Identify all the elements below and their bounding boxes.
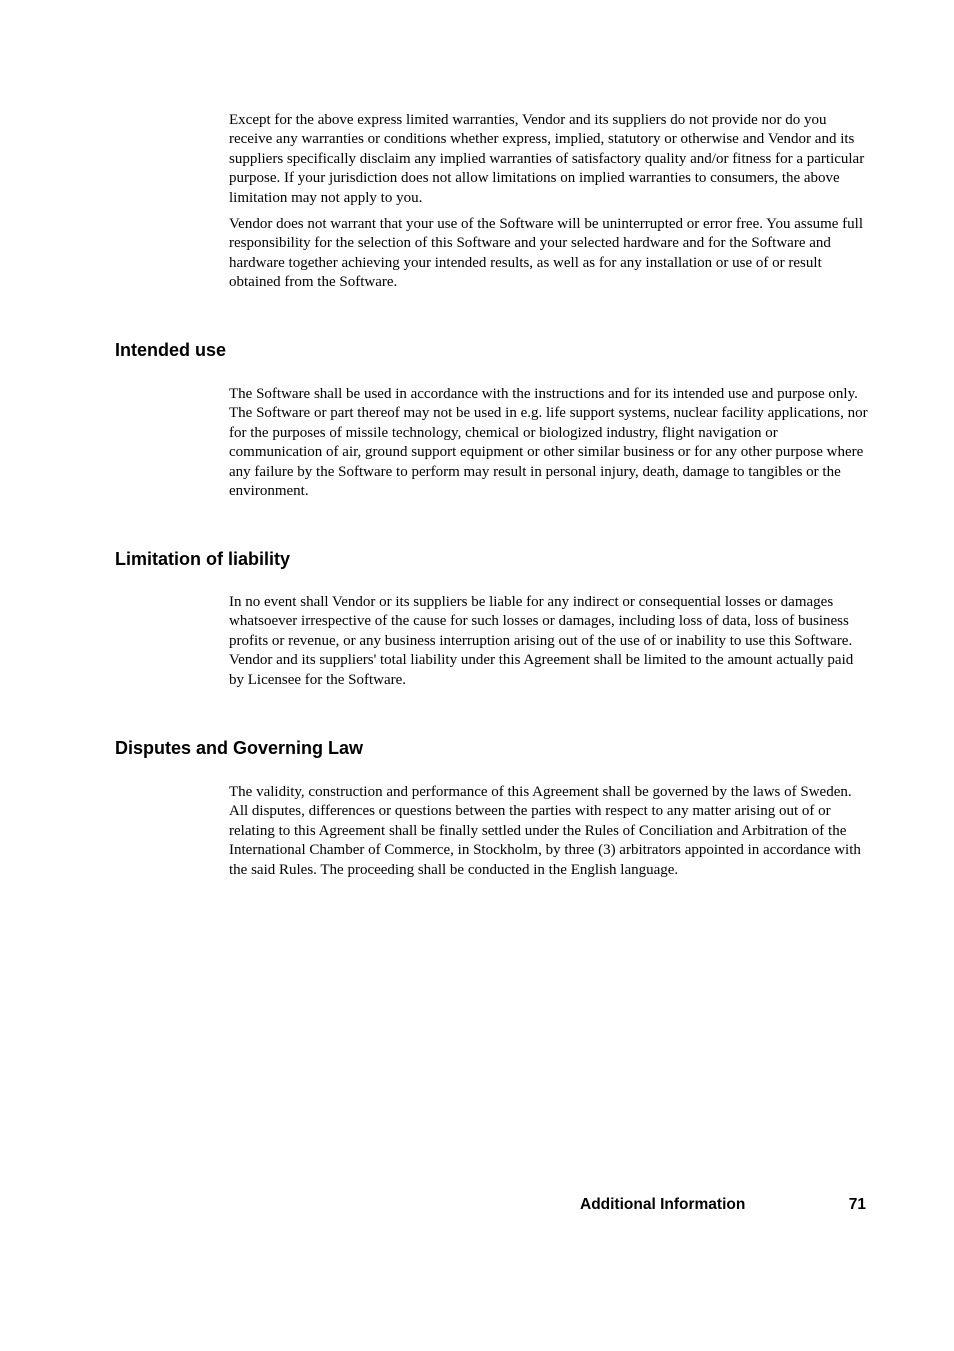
footer-section-label: Additional Information xyxy=(580,1196,746,1213)
intended-use-heading: Intended use xyxy=(115,340,227,360)
limitation-of-liability-paragraph: In no event shall Vendor or its suppliers be liable for any indirect or consequential losses or damages whatsoever irrespective of the cause for such losses or damages, including loss of data, loss of business profits or revenue, or any business interruption arising out of the use of or inability to use this Software. Vendor and its suppliers' total liability under this Agreement shall be limited to the amount actually paid by Licensee for the Software. xyxy=(229,594,854,688)
limitation-of-liability-heading: Limitation of liability xyxy=(115,549,290,569)
warranty-paragraph-2: Vendor does not warrant that your use of the Software will be uninterrupted or error free. You assume full responsibility for the selection of this Software and your selected hardware and for the Software and hardware together achieving your intended results, as well as for any installation or use of or result obtained from the Software. xyxy=(229,216,863,291)
disputes-paragraph: The validity, construction and performance of this Agreement shall be governed by the laws of Sweden. All disputes, differences or questions between the parties with respect to any matter arising out of or relating to this Agreement shall be finally settled under the Rules of Conciliation and Arbitration of the International Chamber of Commerce, in Stockholm, by three (3) arbitrators appointed in accordance with the said Rules. The proceeding shall be conducted in the English language. xyxy=(229,784,861,878)
intended-use-paragraph: The Software shall be used in accordance with the instructions and for its intended use and purpose only. The Software or part thereof may not be used in e.g. life support systems, nuclear facility applications, nor for the purposes of missile technology, chemical or biologized industry, flight navigation or communication of air, ground support equipment or other similar business or for any other purpose where any failure by the Software to perform may result in personal injury, death, damage to tangibles or the environment. xyxy=(229,386,868,500)
disputes-heading: Disputes and Governing Law xyxy=(115,738,364,758)
warranty-paragraph-1: Except for the above express limited warranties, Vendor and its suppliers do not provide nor do you receive any warranties or conditions whether express, implied, statutory or otherwise and Vendor and its suppliers specifically disclaim any implied warranties of satisfactory quality and/or fitness for a particular purpose. If your jurisdiction does not allow limitations on implied warranties to consumers, the above limitation may not apply to you. xyxy=(229,112,865,206)
page-number: 71 xyxy=(848,1196,866,1213)
